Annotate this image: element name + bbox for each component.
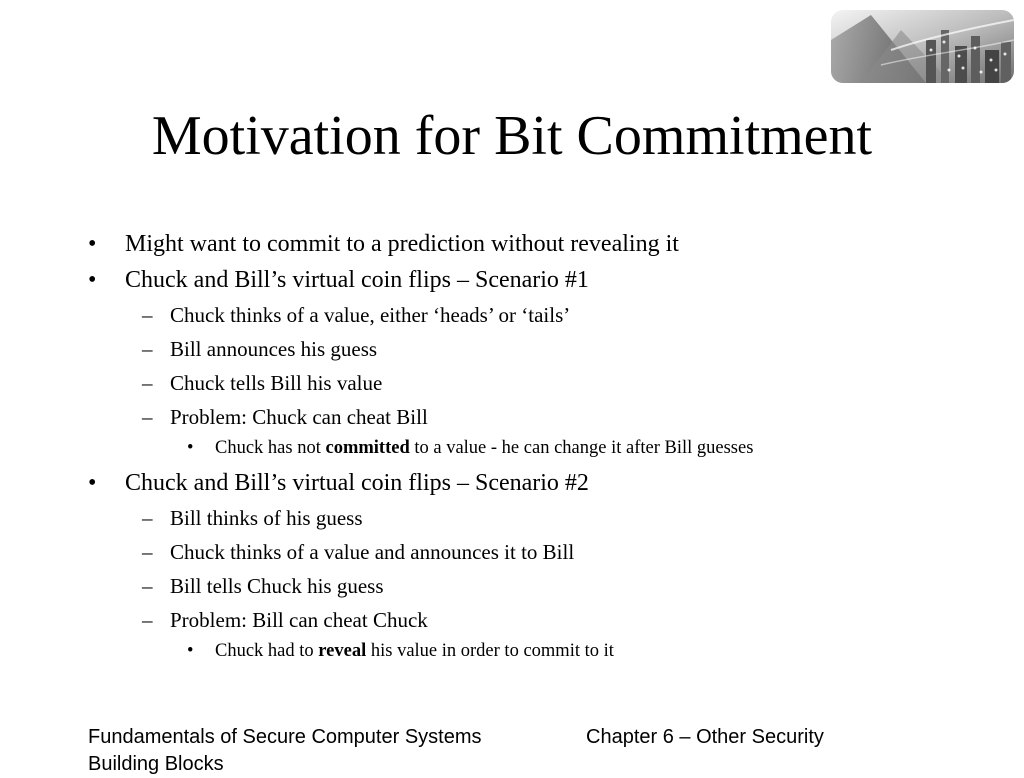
bullet-marker: • (88, 267, 97, 293)
bullet-marker: • (187, 438, 194, 458)
city-photo-graphic (831, 10, 1014, 83)
dash-marker: – (142, 608, 153, 632)
text-part: his value in order to commit to it (366, 641, 614, 661)
bullet-item (88, 466, 589, 500)
dash-marker: – (142, 540, 153, 564)
dash-marker: – (142, 506, 153, 530)
footer-right (586, 724, 824, 751)
footer-chapter: Chapter 6 – Other Security (586, 726, 824, 748)
bullet-text: Chuck and Bill’s virtual coin flips – Scenario #2 (125, 470, 589, 496)
dash-marker: – (142, 574, 153, 598)
bullet-text: Chuck and Bill’s virtual coin flips – Scenario #1 (125, 267, 589, 293)
slide-title: Motivation for Bit Commitment (151, 105, 873, 167)
emphasis-reveal: reveal (318, 641, 367, 661)
sub-bullet-text: Problem: Bill can cheat Chuck (170, 608, 428, 632)
sub-bullet-text: Chuck thinks of a value and announces it to Bill (170, 540, 575, 564)
bullet-text: Might want to commit to a prediction without revealing it (125, 231, 679, 257)
sub-sub-bullet-item (187, 435, 754, 461)
sub-sub-bullet-text (215, 641, 614, 661)
sub-bullet-item (142, 571, 384, 601)
sub-bullet-text: Problem: Chuck can cheat Bill (170, 405, 428, 429)
footer-course-title: Fundamentals of Secure Computer Systems (88, 726, 482, 748)
bullet-marker: • (88, 470, 97, 496)
text-part: Chuck had to (215, 641, 319, 661)
sub-bullet-text: Bill tells Chuck his guess (170, 574, 384, 598)
dash-marker: – (142, 371, 153, 395)
dash-marker: – (142, 405, 153, 429)
sub-bullet-text: Bill thinks of his guess (170, 506, 363, 530)
dash-marker: – (142, 337, 153, 361)
text-part: Chuck has not (215, 438, 326, 458)
decorative-city-photo (831, 10, 1014, 83)
sub-bullet-item (142, 334, 378, 364)
dash-marker: – (142, 303, 153, 327)
bullet-item (88, 263, 589, 297)
sub-bullet-item (142, 300, 571, 330)
sub-bullet-text: Bill announces his guess (170, 337, 378, 361)
emphasis-committed: committed (325, 438, 410, 458)
text-part: to a value - he can change it after Bill guesses (409, 438, 754, 458)
sub-bullet-text: Chuck thinks of a value, either ‘heads’ or ‘tails’ (170, 303, 571, 327)
sub-bullet-item (142, 368, 383, 398)
bullet-marker: • (187, 641, 194, 661)
sub-sub-bullet-item (187, 638, 614, 664)
footer-left (88, 724, 482, 778)
sub-bullet-text: Chuck tells Bill his value (170, 371, 383, 395)
sub-bullet-item (142, 537, 575, 567)
bullet-item (88, 227, 679, 261)
bullet-marker: • (88, 231, 97, 257)
footer-course-subtitle: Building Blocks (88, 753, 224, 775)
sub-sub-bullet-text (215, 438, 753, 458)
sub-bullet-item (142, 605, 428, 635)
sub-bullet-item (142, 402, 428, 432)
sub-bullet-item (142, 503, 363, 533)
